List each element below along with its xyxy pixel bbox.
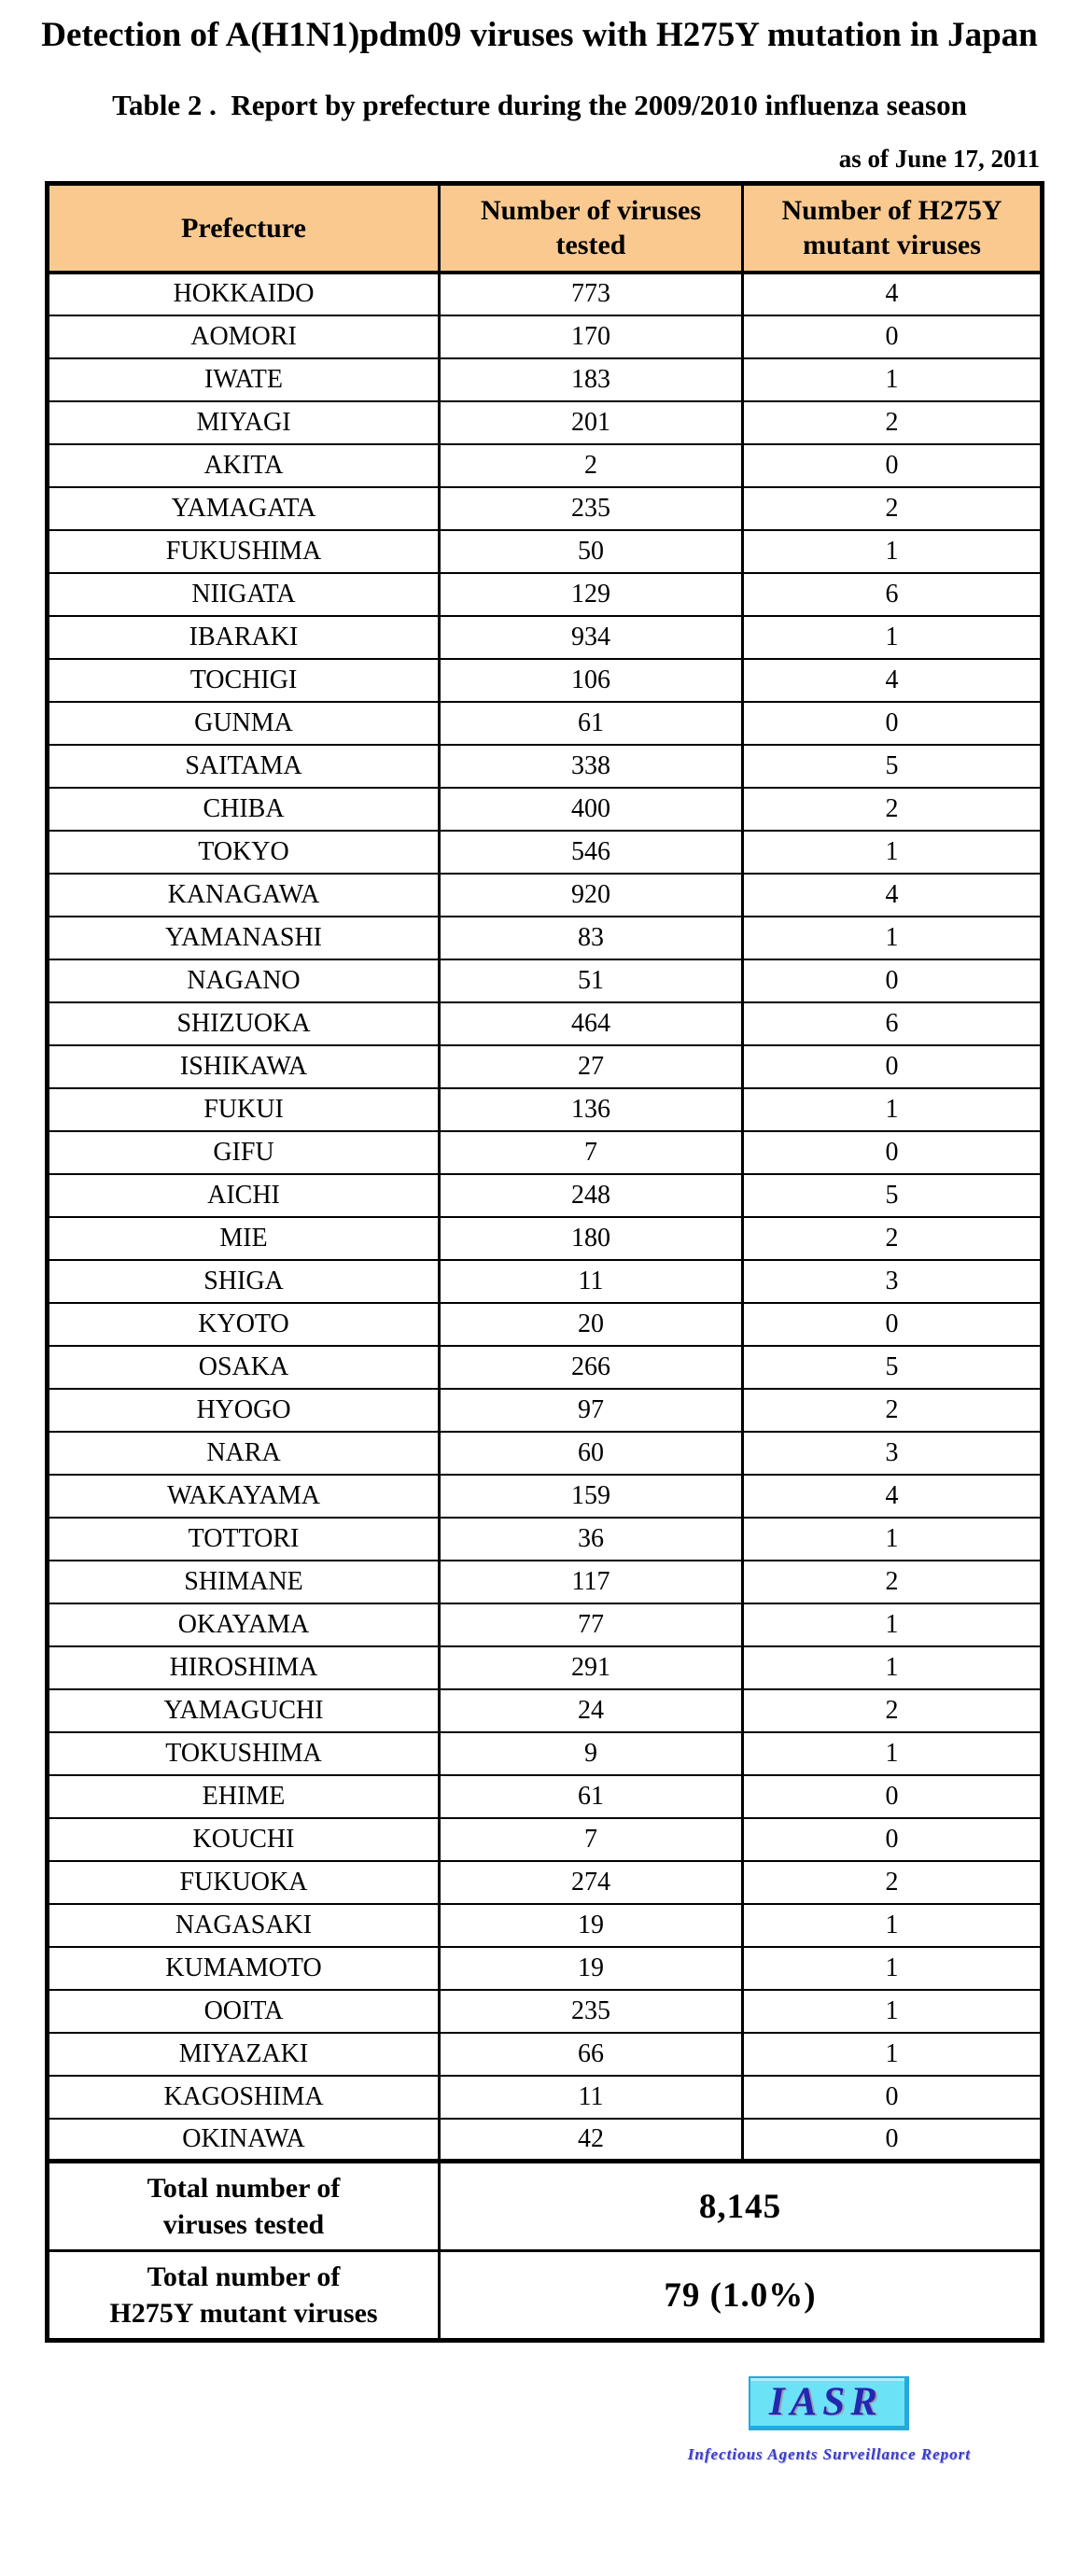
- prefecture-cell: NARA: [48, 1432, 440, 1475]
- prefecture-cell: TOTTORI: [48, 1518, 440, 1561]
- prefecture-cell: OKAYAMA: [48, 1603, 440, 1646]
- mutant-cell: 4: [743, 1475, 1043, 1518]
- prefecture-cell: NIIGATA: [48, 573, 440, 616]
- table-row: [48, 1646, 1043, 1689]
- header-line: tested: [555, 230, 626, 261]
- mutant-cell: 0: [743, 444, 1043, 487]
- mutant-cell: 0: [743, 2076, 1043, 2119]
- mutant-cell: 1: [743, 1990, 1043, 2033]
- mutant-cell: 1: [743, 1947, 1043, 1990]
- prefecture-cell: KOUCHI: [48, 1818, 440, 1861]
- tested-cell: 2: [440, 444, 743, 487]
- prefecture-cell: MIYAZAKI: [48, 2033, 440, 2076]
- mutant-cell: 4: [743, 874, 1043, 917]
- mutant-cell: 2: [743, 487, 1043, 530]
- total-tested-value: 8,145: [440, 2162, 1043, 2251]
- total-mutant-row: [48, 2251, 1043, 2341]
- mutant-cell: 1: [743, 1646, 1043, 1689]
- mutant-cell: 1: [743, 1732, 1043, 1775]
- page-title: Detection of A(H1N1)pdm09 viruses with H275Y mutation in Japan: [41, 16, 1038, 54]
- prefecture-cell: KANAGAWA: [48, 874, 440, 917]
- prefecture-cell: NAGANO: [48, 959, 440, 1002]
- tested-cell: 934: [440, 616, 743, 659]
- mutant-cell: 1: [743, 1603, 1043, 1646]
- table-row: [48, 1303, 1043, 1346]
- mutant-cell: 2: [743, 1561, 1043, 1603]
- table-row: [48, 1561, 1043, 1603]
- mutant-cell: 1: [743, 358, 1043, 401]
- mutant-cell: 1: [743, 1518, 1043, 1561]
- prefecture-cell: IWATE: [48, 358, 440, 401]
- tested-cell: 920: [440, 874, 743, 917]
- prefecture-cell: HIROSHIMA: [48, 1646, 440, 1689]
- table-row: [48, 1818, 1043, 1861]
- page: [0, 15, 1079, 2464]
- header-prefecture: [48, 184, 440, 273]
- table-row: [48, 1689, 1043, 1732]
- table-row: [48, 1346, 1043, 1389]
- table-row: [48, 1904, 1043, 1947]
- tested-cell: 338: [440, 745, 743, 788]
- total-tested-row: [48, 2162, 1043, 2251]
- tested-cell: 61: [440, 1775, 743, 1818]
- prefecture-cell: AOMORI: [48, 315, 440, 358]
- prefecture-cell: YAMAGATA: [48, 487, 440, 530]
- table-row: [48, 358, 1043, 401]
- table-row: [48, 831, 1043, 874]
- mutant-cell: 4: [743, 273, 1043, 315]
- table-row: [48, 2119, 1043, 2162]
- tested-cell: 235: [440, 1990, 743, 2033]
- tested-cell: 464: [440, 1002, 743, 1045]
- mutant-cell: 3: [743, 1260, 1043, 1303]
- as-of-date: as of June 17, 2011: [838, 145, 1040, 173]
- total-mutant-label: [48, 2251, 440, 2341]
- prefecture-cell: OSAKA: [48, 1346, 440, 1389]
- mutant-cell: 5: [743, 745, 1043, 788]
- header-line: Number of viruses: [480, 194, 702, 226]
- total-label-line: Total number of: [147, 2173, 341, 2204]
- mutant-cell: 2: [743, 1689, 1043, 1732]
- tested-cell: 19: [440, 1904, 743, 1947]
- mutant-cell: 5: [743, 1174, 1043, 1217]
- total-label-line: viruses tested: [162, 2209, 325, 2240]
- prefecture-cell: IBARAKI: [48, 616, 440, 659]
- tested-cell: 248: [440, 1174, 743, 1217]
- tested-cell: 9: [440, 1732, 743, 1775]
- prefecture-cell: SAITAMA: [48, 745, 440, 788]
- mutant-cell: 2: [743, 1389, 1043, 1432]
- iasr-logo-text: IASR: [768, 2380, 883, 2424]
- mutant-cell: 2: [743, 1861, 1043, 1904]
- table-row: [48, 444, 1043, 487]
- mutant-cell: 1: [743, 1904, 1043, 1947]
- header-h275y-mutant: [743, 184, 1043, 273]
- prefecture-cell: KAGOSHIMA: [48, 2076, 440, 2119]
- table-row: [48, 1217, 1043, 1260]
- prefecture-cell: ISHIKAWA: [48, 1045, 440, 1088]
- prefecture-cell: AICHI: [48, 1174, 440, 1217]
- mutant-cell: 1: [743, 2033, 1043, 2076]
- mutant-cell: 2: [743, 788, 1043, 831]
- tested-cell: 42: [440, 2119, 743, 2162]
- total-label-line: H275Y mutant viruses: [109, 2298, 378, 2329]
- table-row: [48, 487, 1043, 530]
- prefecture-cell: FUKUOKA: [48, 1861, 440, 1904]
- prefecture-cell: OOITA: [48, 1990, 440, 2033]
- total-mutant-value: 79 (1.0%): [440, 2251, 1043, 2341]
- tested-cell: 400: [440, 788, 743, 831]
- mutant-cell: 0: [743, 1303, 1043, 1346]
- tested-cell: 129: [440, 573, 743, 616]
- table-row: [48, 1603, 1043, 1646]
- table-row: [48, 917, 1043, 959]
- table-body: [48, 273, 1043, 2162]
- prefecture-cell: HYOGO: [48, 1389, 440, 1432]
- mutant-cell: 0: [743, 1775, 1043, 1818]
- table-row: [48, 1002, 1043, 1045]
- prefecture-cell: CHIBA: [48, 788, 440, 831]
- table-row: [48, 874, 1043, 917]
- prefecture-cell: YAMAGUCHI: [48, 1689, 440, 1732]
- table-row: [48, 1260, 1043, 1303]
- table-row: [48, 1475, 1043, 1518]
- table-row: [48, 659, 1043, 702]
- table-row: [48, 1045, 1043, 1088]
- tested-cell: 36: [440, 1518, 743, 1561]
- mutant-cell: 6: [743, 1002, 1043, 1045]
- table-row: [48, 959, 1043, 1002]
- tested-cell: 50: [440, 530, 743, 573]
- total-tested-label: [48, 2162, 440, 2251]
- tested-cell: 180: [440, 1217, 743, 1260]
- table-row: [48, 1947, 1043, 1990]
- table-row: [48, 1088, 1043, 1131]
- table-row: [48, 2033, 1043, 2076]
- table-row: [48, 1518, 1043, 1561]
- tested-cell: 170: [440, 315, 743, 358]
- mutant-cell: 3: [743, 1432, 1043, 1475]
- table-row: [48, 616, 1043, 659]
- prefecture-cell: TOKYO: [48, 831, 440, 874]
- mutant-cell: 6: [743, 573, 1043, 616]
- table-row: [48, 2076, 1043, 2119]
- mutant-cell: 1: [743, 616, 1043, 659]
- tested-cell: 61: [440, 702, 743, 745]
- tested-cell: 201: [440, 401, 743, 444]
- prefecture-cell: NAGASAKI: [48, 1904, 440, 1947]
- table-row: [48, 788, 1043, 831]
- prefecture-cell: YAMANASHI: [48, 917, 440, 959]
- tested-cell: 27: [440, 1045, 743, 1088]
- header-line: Prefecture: [181, 212, 306, 244]
- table-row: [48, 530, 1043, 573]
- mutant-cell: 1: [743, 530, 1043, 573]
- mutant-cell: 2: [743, 401, 1043, 444]
- mutant-cell: 0: [743, 702, 1043, 745]
- tested-cell: 183: [440, 358, 743, 401]
- table-row: [48, 702, 1043, 745]
- prefecture-cell: WAKAYAMA: [48, 1475, 440, 1518]
- table-row: [48, 1131, 1043, 1174]
- prefecture-cell: FUKUSHIMA: [48, 530, 440, 573]
- prefecture-cell: MIE: [48, 1217, 440, 1260]
- prefecture-cell: KYOTO: [48, 1303, 440, 1346]
- header-row: [48, 184, 1043, 273]
- table-row: [48, 1389, 1043, 1432]
- prefecture-cell: TOKUSHIMA: [48, 1732, 440, 1775]
- prefecture-cell: EHIME: [48, 1775, 440, 1818]
- prefecture-cell: FUKUI: [48, 1088, 440, 1131]
- table-row: [48, 1990, 1043, 2033]
- prefecture-cell: GUNMA: [48, 702, 440, 745]
- total-label-line: Total number of: [147, 2261, 341, 2292]
- mutant-cell: 1: [743, 1088, 1043, 1131]
- header-line: Number of H275Y: [781, 194, 1002, 226]
- tested-cell: 773: [440, 273, 743, 315]
- tested-cell: 274: [440, 1861, 743, 1904]
- table-row: [48, 573, 1043, 616]
- tested-cell: 60: [440, 1432, 743, 1475]
- tested-cell: 7: [440, 1131, 743, 1174]
- mutant-cell: 1: [743, 831, 1043, 874]
- table-row: [48, 1432, 1043, 1475]
- prefecture-cell: TOCHIGI: [48, 659, 440, 702]
- tested-cell: 97: [440, 1389, 743, 1432]
- table-row: [48, 1174, 1043, 1217]
- mutant-cell: 0: [743, 315, 1043, 358]
- mutant-cell: 0: [743, 1818, 1043, 1861]
- tested-cell: 546: [440, 831, 743, 874]
- header-line: mutant viruses: [803, 230, 981, 261]
- tested-cell: 24: [440, 1689, 743, 1732]
- tested-cell: 7: [440, 1818, 743, 1861]
- prefecture-cell: OKINAWA: [48, 2119, 440, 2162]
- tested-cell: 19: [440, 1947, 743, 1990]
- table-row: [48, 315, 1043, 358]
- table-row: [48, 1861, 1043, 1904]
- tested-cell: 291: [440, 1646, 743, 1689]
- tested-cell: 77: [440, 1603, 743, 1646]
- tested-cell: 235: [440, 487, 743, 530]
- mutant-cell: 4: [743, 659, 1043, 702]
- iasr-logo-box: [749, 2376, 909, 2430]
- prefecture-cell: AKITA: [48, 444, 440, 487]
- iasr-logo-tagline: Infectious Agents Surveillance Report: [687, 2445, 971, 2463]
- prefecture-cell: SHIMANE: [48, 1561, 440, 1603]
- table-row: [48, 745, 1043, 788]
- mutant-cell: 0: [743, 2119, 1043, 2162]
- tested-cell: 136: [440, 1088, 743, 1131]
- tested-cell: 266: [440, 1346, 743, 1389]
- tested-cell: 11: [440, 1260, 743, 1303]
- table-row: [48, 1732, 1043, 1775]
- mutant-cell: 5: [743, 1346, 1043, 1389]
- tested-cell: 159: [440, 1475, 743, 1518]
- table-row: [48, 401, 1043, 444]
- prefecture-cell: SHIGA: [48, 1260, 440, 1303]
- prefecture-cell: MIYAGI: [48, 401, 440, 444]
- prefecture-cell: SHIZUOKA: [48, 1002, 440, 1045]
- prefecture-table: [45, 181, 1044, 2343]
- mutant-cell: 0: [743, 959, 1043, 1002]
- iasr-logo: [688, 2376, 971, 2464]
- tested-cell: 66: [440, 2033, 743, 2076]
- tested-cell: 20: [440, 1303, 743, 1346]
- prefecture-cell: KUMAMOTO: [48, 1947, 440, 1990]
- table-row: [48, 273, 1043, 315]
- prefecture-cell: HOKKAIDO: [48, 273, 440, 315]
- prefecture-cell: GIFU: [48, 1131, 440, 1174]
- mutant-cell: 1: [743, 917, 1043, 959]
- table-totals: [48, 2162, 1043, 2341]
- tested-cell: 51: [440, 959, 743, 1002]
- tested-cell: 106: [440, 659, 743, 702]
- tested-cell: 83: [440, 917, 743, 959]
- mutant-cell: 2: [743, 1217, 1043, 1260]
- table-header: [48, 184, 1043, 273]
- mutant-cell: 0: [743, 1045, 1043, 1088]
- mutant-cell: 0: [743, 1131, 1043, 1174]
- table-caption: Table 2 . Report by prefecture during the 2009/2010 influenza season: [112, 89, 967, 121]
- tested-cell: 11: [440, 2076, 743, 2119]
- header-viruses-tested: [440, 184, 743, 273]
- table-row: [48, 1775, 1043, 1818]
- tested-cell: 117: [440, 1561, 743, 1603]
